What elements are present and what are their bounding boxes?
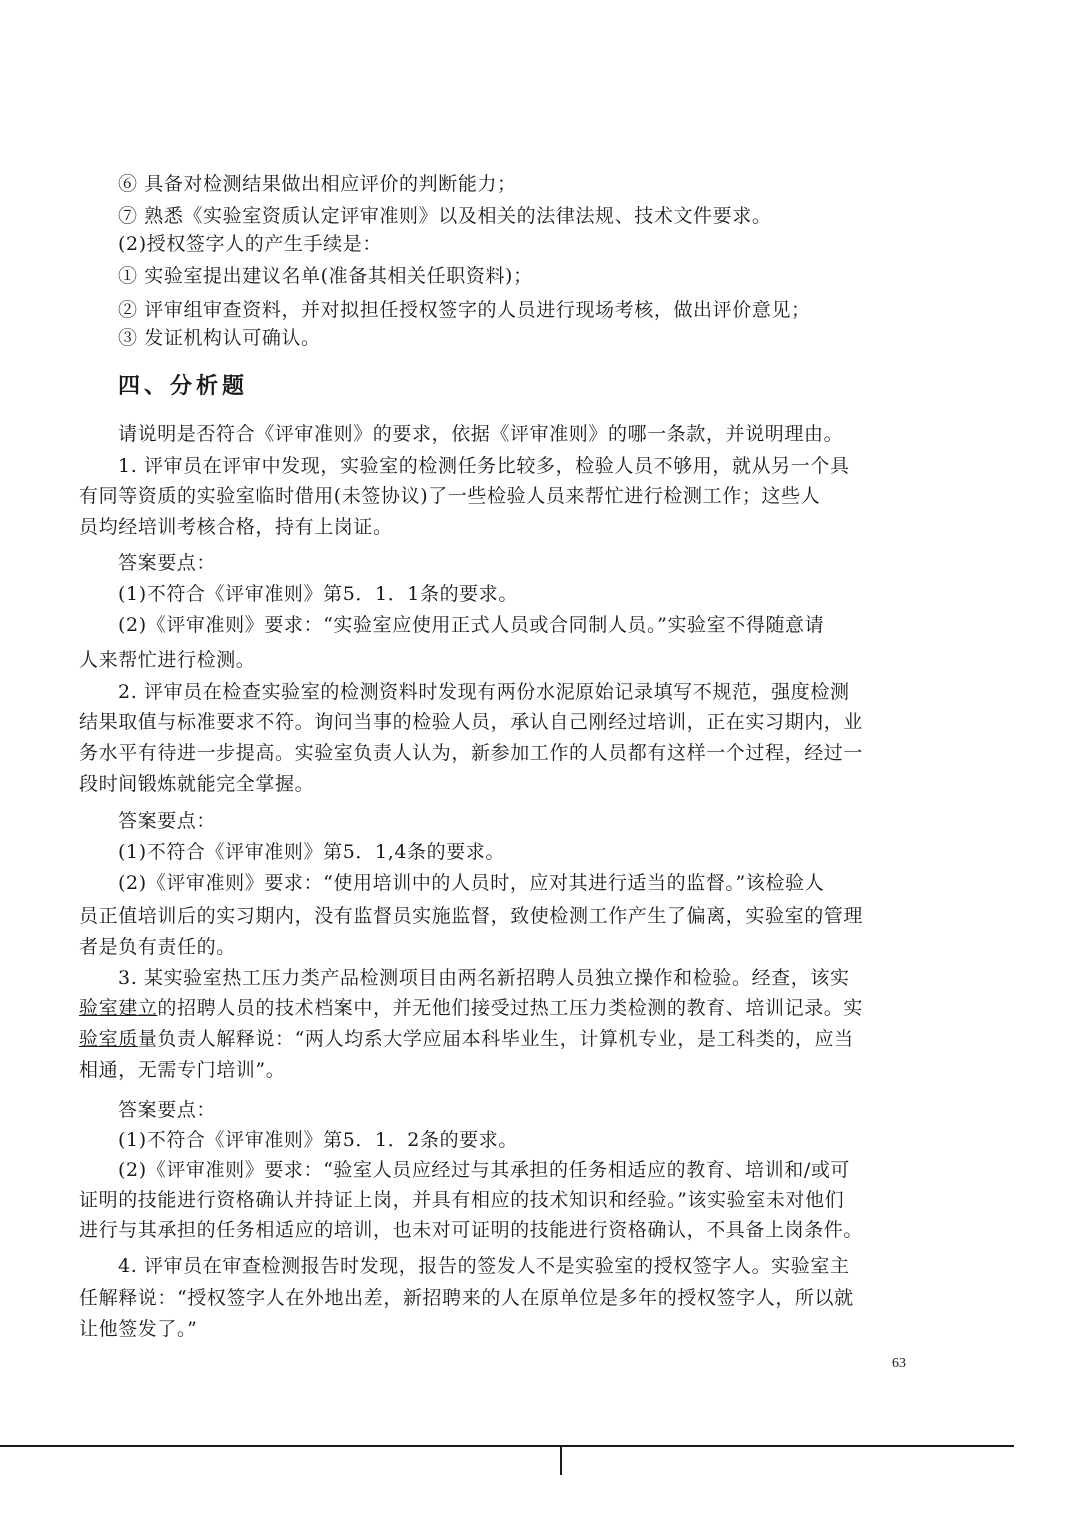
question-2-line: 2. 评审员在检查实验室的检测资料时发现有两份水泥原始记录填写不规范，强度检测 (118, 681, 850, 703)
answer-2-label: 答案要点： (118, 810, 217, 832)
answer-3-label: 答案要点： (118, 1099, 217, 1121)
question-4-line: 4. 评审员在审查检测报告时发现，报告的签发人不是实验室的授权签字人。实验室主 (118, 1255, 850, 1277)
answer-2-line: (1)不符合《评审准则》第5．1,4条的要求。 (118, 841, 506, 863)
question-1-line: 有同等资质的实验室临时借用(未签协议)了一些检验人员来帮忙进行检测工作；这些人 (79, 485, 821, 507)
list-item: ⑥ 具备对检测结果做出相应评价的判断能力； (118, 173, 517, 195)
question-2-line: 务水平有待进一步提高。实验室负责人认为，新参加工作的人员都有这样一个过程，经过一 (79, 742, 864, 764)
footer-center-mark (560, 1445, 562, 1475)
question-3-line: 3. 某实验室热工压力类产品检测项目由两名新招聘人员独立操作和检验。经查，该实 (118, 967, 850, 989)
question-1-line: 1. 评审员在评审中发现，实验室的检测任务比较多，检验人员不够用，就从另一个具 (118, 455, 850, 477)
list-item: ① 实验室提出建议名单(准备其相关任职资料)； (118, 265, 533, 287)
answer-1-label: 答案要点： (118, 552, 217, 574)
list-item: ③ 发证机构认可确认。 (118, 327, 321, 349)
underlined-text: 验室质 (79, 1028, 138, 1050)
line-text: 的招聘人员的技术档案中，并无他们接受过热工压力类检测的教育、培训记录。实 (157, 997, 864, 1019)
list-item: ⑦ 熟悉《实验室资质认定评审准则》以及相关的法律法规、技术文件要求。 (118, 205, 772, 227)
answer-1-line: (2)《评审准则》要求：“实验室应使用正式人员或合同制人员。”实验室不得随意请 (118, 614, 825, 636)
answer-1-line: 人来帮忙进行检测。 (79, 649, 256, 671)
question-3-line: 相通，无需专门培训”。 (79, 1059, 286, 1081)
list-item: (2)授权签字人的产生手续是： (118, 233, 382, 255)
question-4-line: 任解释说：“授权签字人在外地出差，新招聘来的人在原单位是多年的授权签字人，所以就 (79, 1287, 854, 1309)
question-4-line: 让他签发了。” (79, 1318, 198, 1340)
answer-3-line: (1)不符合《评审准则》第5．1．2条的要求。 (118, 1129, 518, 1151)
question-2-line: 段时间锻炼就能完全掌握。 (79, 773, 315, 795)
answer-3-line: 证明的技能进行资格确认并持证上岗，并具有相应的技术知识和经验。”该实验室未对他们 (79, 1189, 845, 1211)
answer-2-line: (2)《评审准则》要求：“使用培训中的人员时，应对其进行适当的监督。”该检验人 (118, 872, 825, 894)
section-heading: 四、分析题 (118, 374, 249, 399)
answer-3-line: 进行与其承担的任务相适应的培训，也未对可证明的技能进行资格确认，不具备上岗条件。 (79, 1219, 864, 1241)
page-number: 63 (892, 1356, 906, 1371)
footer-rule (0, 1445, 1014, 1447)
answer-2-line: 员正值培训后的实习期内，没有监督员实施监督，致使检测工作产生了偏离，实验室的管理 (79, 905, 864, 927)
answer-3-line: (2)《评审准则》要求：“验室人员应经过与其承担的任务相适应的教育、培训和/或可 (118, 1159, 851, 1181)
question-1-line: 员均经培训考核合格，持有上岗证。 (79, 516, 393, 538)
list-item: ② 评审组审查资料，并对拟担任授权签字的人员进行现场考核，做出评价意见； (118, 299, 811, 321)
answer-1-line: (1)不符合《评审准则》第5．1．1条的要求。 (118, 583, 518, 605)
question-2-line: 结果取值与标准要求不符。询问当事的检验人员，承认自己刚经过培训，正在实习期内，业 (79, 711, 864, 733)
intro-paragraph: 请说明是否符合《评审准则》的要求，依据《评审准则》的哪一条款，并说明理由。 (118, 423, 844, 445)
answer-2-line: 者是负有责任的。 (79, 936, 236, 958)
line-text: 量负责人解释说：“两人均系大学应届本科毕业生，计算机专业，是工科类的，应当 (137, 1028, 854, 1050)
question-3-line (79, 1025, 854, 1053)
underlined-text: 验室建立 (79, 997, 158, 1019)
question-3-line (79, 994, 863, 1022)
